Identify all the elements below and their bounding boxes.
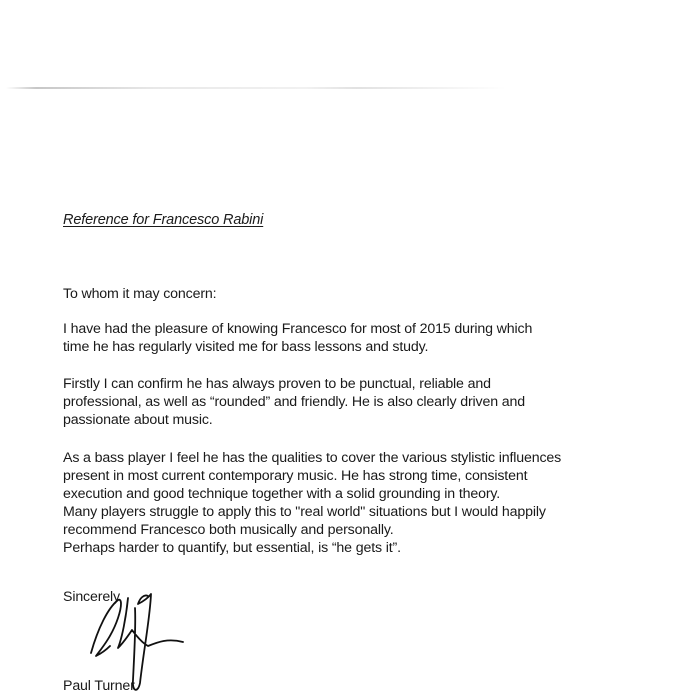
paragraph-line: professional, as well as “rounded” and friendly. He is also clearly driven and (63, 394, 525, 410)
paragraph-line: Perhaps harder to quantify, but essential, is “he gets it”. (63, 540, 401, 556)
paragraph-line: Many players struggle to apply this to "real world" situations but I would happily (63, 504, 546, 520)
paragraph-line: present in most current contemporary music. He has strong time, consistent (63, 468, 528, 484)
paragraph-3 (63, 449, 561, 557)
paragraph-line: Firstly I can confirm he has always proven to be punctual, reliable and (63, 376, 491, 392)
salutation: To whom it may concern: (63, 286, 217, 302)
paragraph-2 (63, 375, 525, 429)
closing: Sincerely (63, 589, 121, 605)
paragraph-line: I have had the pleasure of knowing Francesco for most of 2015 during which (63, 321, 533, 337)
paragraph-line: time he has regularly visited me for bass lessons and study. (63, 339, 429, 355)
paragraph-line: As a bass player I feel he has the qualities to cover the various stylistic influences (63, 450, 562, 466)
paragraph-1 (63, 320, 532, 356)
scan-artifact-line (6, 87, 506, 89)
letter-title: Reference for Francesco Rabini (63, 212, 264, 228)
paragraph-line: recommend Francesco both musically and personally. (63, 522, 394, 538)
signer-name: Paul Turner (63, 678, 135, 694)
paragraph-line: passionate about music. (63, 412, 213, 428)
paragraph-line: execution and good technique together with a solid grounding in theory. (63, 486, 501, 502)
